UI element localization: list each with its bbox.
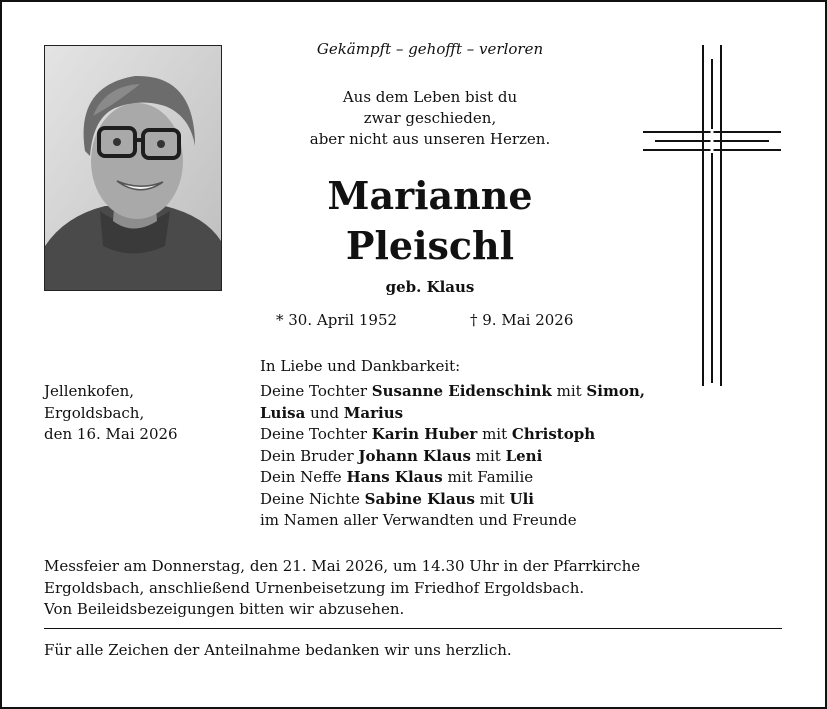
mourner-line: Deine Nichte Sabine Klaus mit Uli (260, 489, 534, 508)
verse-line: Aus dem Leben bist du (342, 88, 518, 106)
service-line: Ergoldsbach, anschließend Urnenbeisetzung im Friedhof Ergoldsbach. (44, 578, 585, 597)
place-and-date (44, 381, 178, 446)
motto: Gekämpft – gehofft – verloren (316, 40, 544, 58)
verse-line: zwar geschieden, (363, 109, 497, 127)
place-line: Jellenkofen, (44, 382, 134, 400)
service-line: Messfeier am Donnerstag, den 21. Mai 2026, um 14.30 Uhr in der Pfarrkirche (44, 557, 641, 575)
funeral-service-info (44, 556, 640, 621)
divider (44, 628, 782, 629)
place-line: den 16. Mai 2026 (44, 425, 178, 443)
deceased-first-name: Marianne (327, 173, 533, 218)
mourner-line: Deine Tochter Karin Huber mit Christoph (260, 425, 596, 443)
portrait-photo (44, 45, 222, 291)
deceased-last-name: Pleischl (345, 223, 515, 268)
mourner-line: Deine Tochter Susanne Eidenschink mit Simon, (260, 382, 645, 400)
verse-line: aber nicht aus unseren Herzen. (309, 130, 551, 148)
verse (240, 87, 620, 150)
mourner-line: Dein Neffe Hans Klaus mit Familie (260, 468, 534, 486)
death-date: † 9. Mai 2026 (470, 311, 574, 329)
mourner-line: Dein Bruder Johann Klaus mit Leni (260, 446, 543, 465)
birth-name: geb. Klaus (385, 278, 475, 296)
cross-icon (641, 43, 783, 392)
mourners-list (260, 381, 645, 532)
mourner-line: Luisa und Marius (260, 403, 404, 422)
birth-date: * 30. April 1952 (276, 311, 398, 329)
thanks-heading: In Liebe und Dankbarkeit: (260, 357, 461, 375)
place-line: Ergoldsbach, (44, 403, 145, 422)
mourner-line: im Namen aller Verwandten und Freunde (260, 511, 577, 529)
closing-thanks: Für alle Zeichen der Anteilnahme bedanken wir uns herzlich. (44, 641, 512, 659)
service-line: Von Beileidsbezeigungen bitten wir abzusehen. (44, 600, 405, 618)
